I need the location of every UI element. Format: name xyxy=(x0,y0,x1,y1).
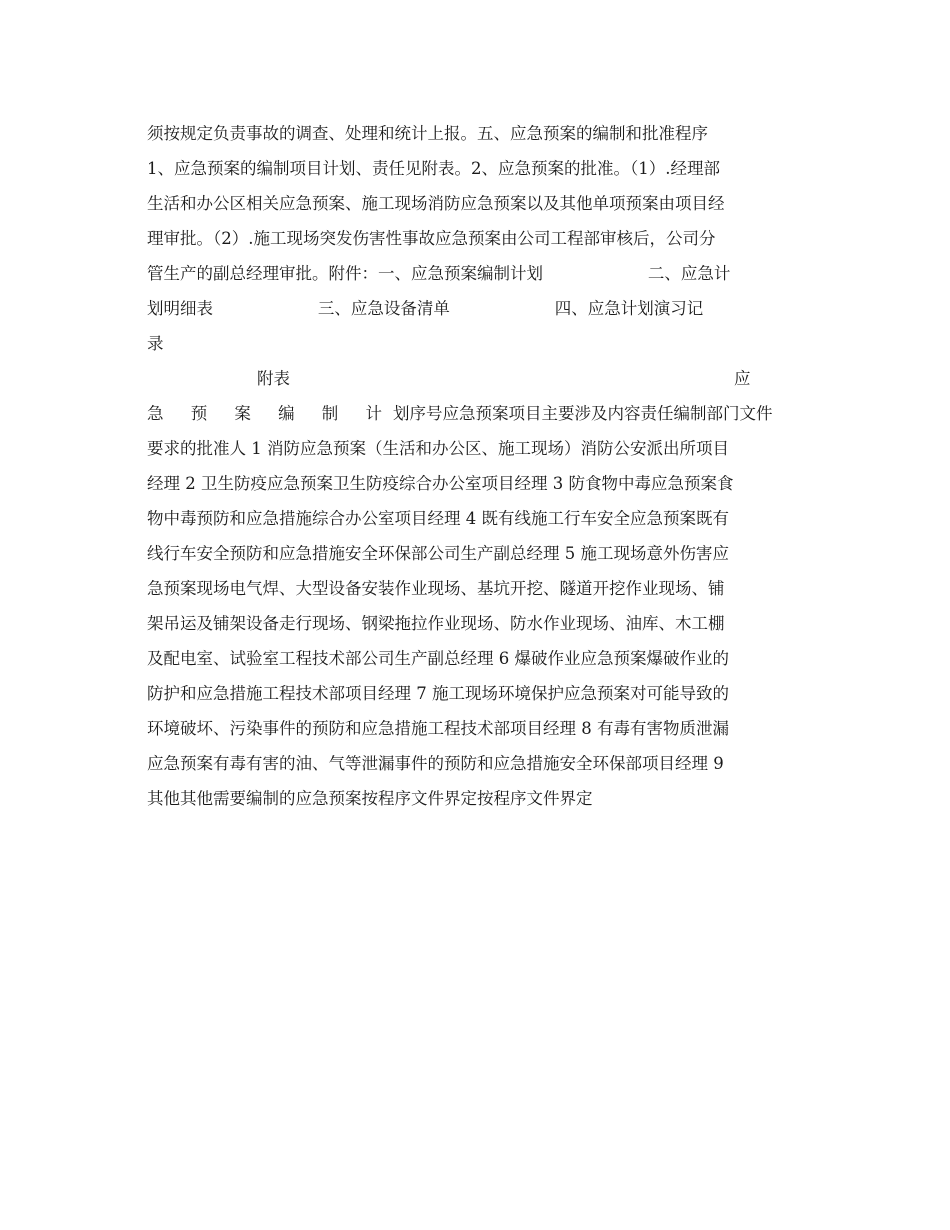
spaced-words xyxy=(147,396,382,431)
text-line: 其他其他需要编制的应急预案按程序文件界定按程序文件界定 xyxy=(147,789,593,808)
text-line: 物中毒预防和应急措施综合办公室项目经理 4 既有线施工行车安全应急预案既有 xyxy=(147,509,729,528)
spaced-char: 制 xyxy=(321,404,339,423)
text-line: 及配电室、试验室工程技术部公司生产副总经理 6 爆破作业应急预案爆破作业的 xyxy=(147,649,729,668)
text-line: 管生产的副总经理审批。附件：一、应急预案编制计划 二、应急计 xyxy=(147,264,731,283)
text-line: 防护和应急措施工程技术部项目经理 7 施工现场环境保护应急预案对可能导致的 xyxy=(147,684,729,703)
text-line: 理审批。（2）.施工现场突发伤害性事故应急预案由公司工程部审核后，公司分 xyxy=(147,229,716,248)
text-line-rest: 划序号应急预案项目主要涉及内容责任编制部门文件 xyxy=(393,404,773,423)
annex-continuation: 应 xyxy=(734,369,751,388)
text-line: 划明细表 三、应急设备清单 四、应急计划演习记 xyxy=(147,299,704,318)
annex-heading xyxy=(147,361,807,396)
annex-label: 附表 xyxy=(257,369,290,388)
text-line: 环境破坏、污染事件的预防和应急措施工程技术部项目经理 8 有毒有害物质泄漏 xyxy=(147,719,729,738)
spaced-char: 编 xyxy=(278,404,295,423)
document-body xyxy=(147,116,807,816)
text-line: 应急预案有毒有害的油、气等泄漏事件的预防和应急措施安全环保部项目经理 9 xyxy=(147,754,724,773)
text-line: 线行车安全预防和应急措施安全环保部公司生产副总经理 5 施工现场意外伤害应 xyxy=(147,544,729,563)
spaced-char: 急 xyxy=(147,404,164,423)
text-line: 架吊运及铺架设备走行现场、钢梁拖拉作业现场、防水作业现场、油库、木工棚 xyxy=(147,614,725,633)
spaced-char: 计 xyxy=(365,404,382,423)
text-line-spaced xyxy=(147,396,807,431)
text-line: 录 xyxy=(147,334,164,353)
spaced-char: 案 xyxy=(234,404,251,423)
spaced-char: 预 xyxy=(190,404,208,423)
text-line: 1、应急预案的编制项目计划、责任见附表。2、应急预案的批准。（1）.经理部 xyxy=(147,159,720,178)
text-line: 要求的批准人 1 消防应急预案（生活和办公区、施工现场）消防公安派出所项目 xyxy=(147,439,729,458)
text-line: 经理 2 卫生防疫应急预案卫生防疫综合办公室项目经理 3 防食物中毒应急预案食 xyxy=(147,474,734,493)
text-line: 须按规定负责事故的调查、处理和统计上报。五、应急预案的编制和批准程序 xyxy=(147,124,708,143)
text-line: 急预案现场电气焊、大型设备安装作业现场、基坑开挖、隧道开挖作业现场、铺 xyxy=(147,579,725,598)
text-line: 生活和办公区相关应急预案、施工现场消防应急预案以及其他单项预案由项目经 xyxy=(147,194,725,213)
